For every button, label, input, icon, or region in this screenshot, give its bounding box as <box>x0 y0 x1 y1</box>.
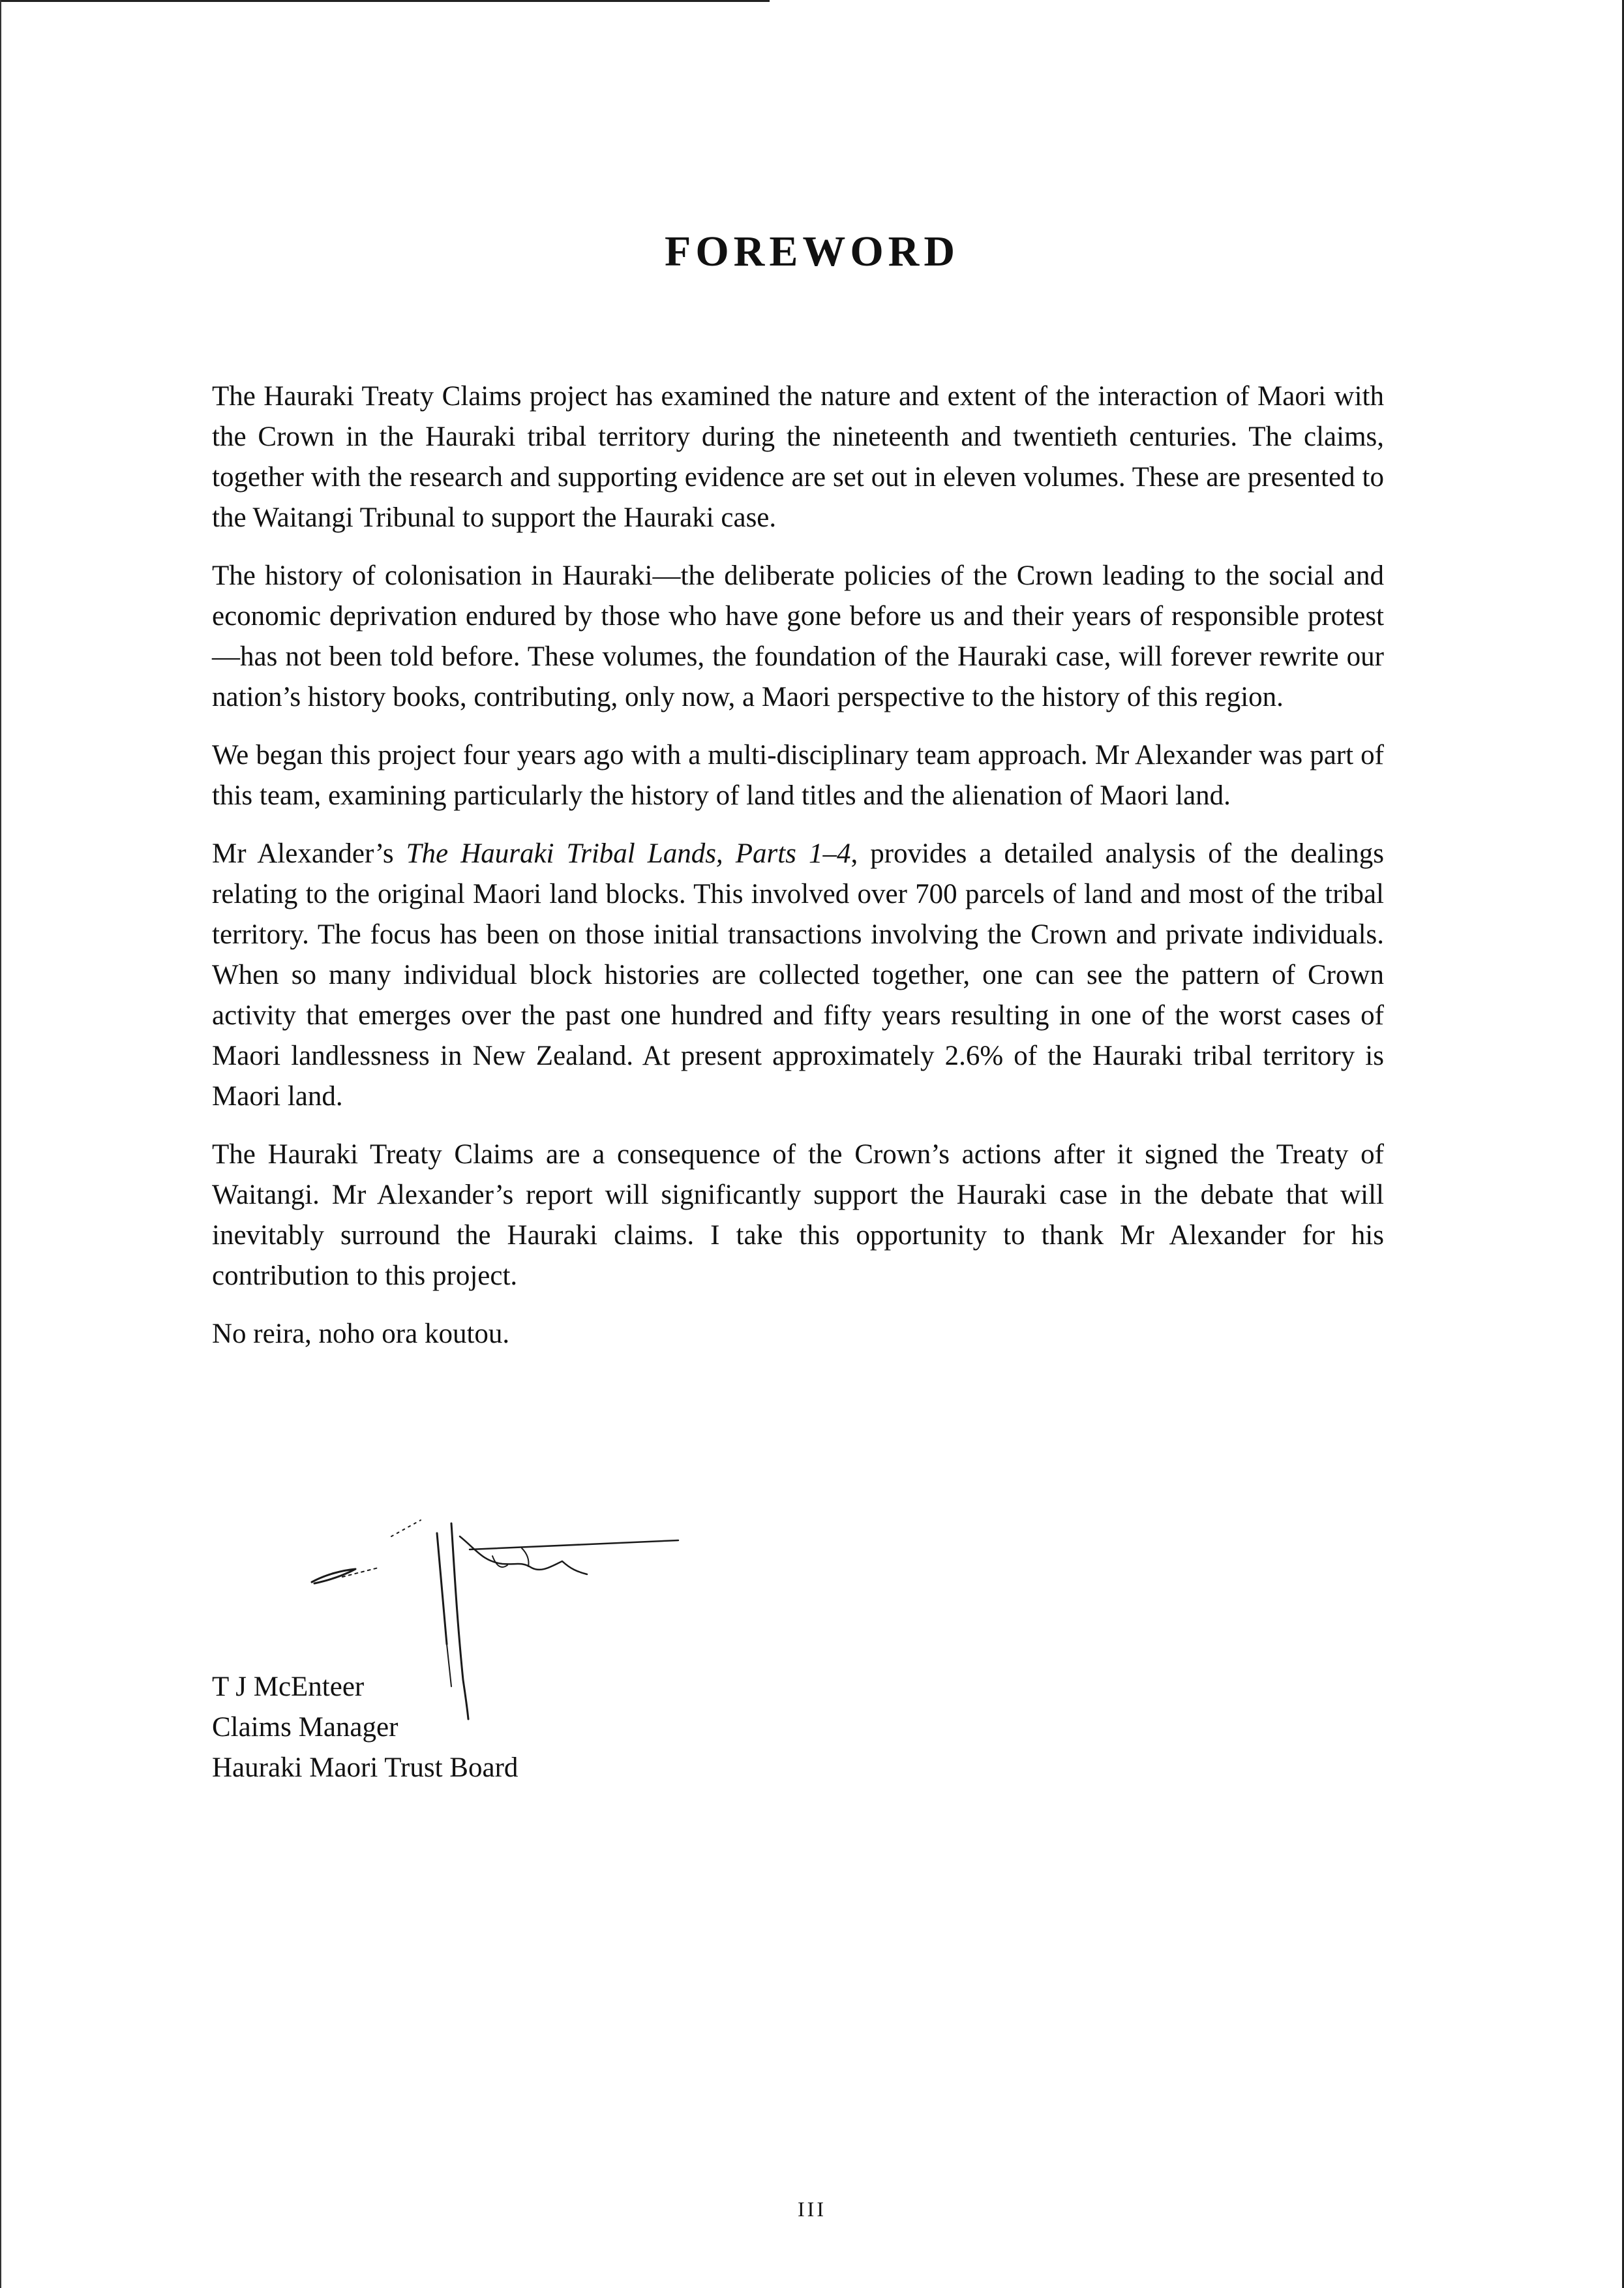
signoff-block <box>212 1667 518 1788</box>
closing-line: No reira, noho ora koutou. <box>212 1319 510 1349</box>
paragraph-intro: The Hauraki Treaty Claims project has examined the nature and extent of the interaction of Maori with the Crown in the Hauraki tribal territory during the nineteenth and twentieth centuries. The claims, together with the research and supporting evidence are set out in eleven volumes. These are presented to the Waitangi Tribunal to support the Hauraki case. <box>212 381 1384 533</box>
paragraph-report <box>212 834 1384 1117</box>
scan-border-top <box>0 0 770 2</box>
paragraph-report-rest: , provides a detailed analysis of the dealings relating to the original Maori land blocks. This involved over 700 parcels of land and most of the tribal territory. The focus has been on those initial transactions involving the Crown and private individuals. When so many individual block histories are collected together, one can see the pattern of Crown activity that emerges over the past one hundred and fifty years resulting in one of the worst cases of Maori landlessness in New Zealand. At present approximately 2.6% of the Hauraki tribal territory is Maori land. <box>212 838 1384 1112</box>
paragraph-history: The history of colonisation in Hauraki—the deliberate policies of the Crown leading to the social and economic deprivation endured by those who have gone before us and their years of responsible protest—has not been told before. These volumes, the foundation of the Hauraki case, will forever rewrite our nation’s history books, contributing, only now, a Maori perspective to the history of this region. <box>212 560 1384 712</box>
paragraph-report-lead: Mr Alexander’s <box>212 838 406 869</box>
signatory-name: T J McEnteer <box>212 1671 365 1702</box>
paragraph-thanks: The Hauraki Treaty Claims are a consequence of the Crown’s actions after it signed the Treaty of Waitangi. Mr Alexander’s report will significantly support the Hauraki case in the debate that will inevitably surround the Hauraki claims. I take this opportunity to thank Mr Alexander for his contribution to this project. <box>212 1139 1384 1291</box>
scan-border-left <box>0 0 1 2288</box>
foreword-body <box>212 376 1384 1372</box>
paragraph-project: We began this project four years ago with a multi-disciplinary team approach. Mr Alexander was part of this team, examining particularly the history of land titles and the alienation of Maori land. <box>212 740 1384 811</box>
report-title: The Hauraki Tribal Lands, Parts 1–4 <box>406 838 851 869</box>
signatory-role: Claims Manager <box>212 1712 398 1743</box>
page-title: FOREWORD <box>665 228 959 275</box>
signatory-organisation: Hauraki Maori Trust Board <box>212 1752 519 1783</box>
page-number: III <box>798 2197 826 2221</box>
